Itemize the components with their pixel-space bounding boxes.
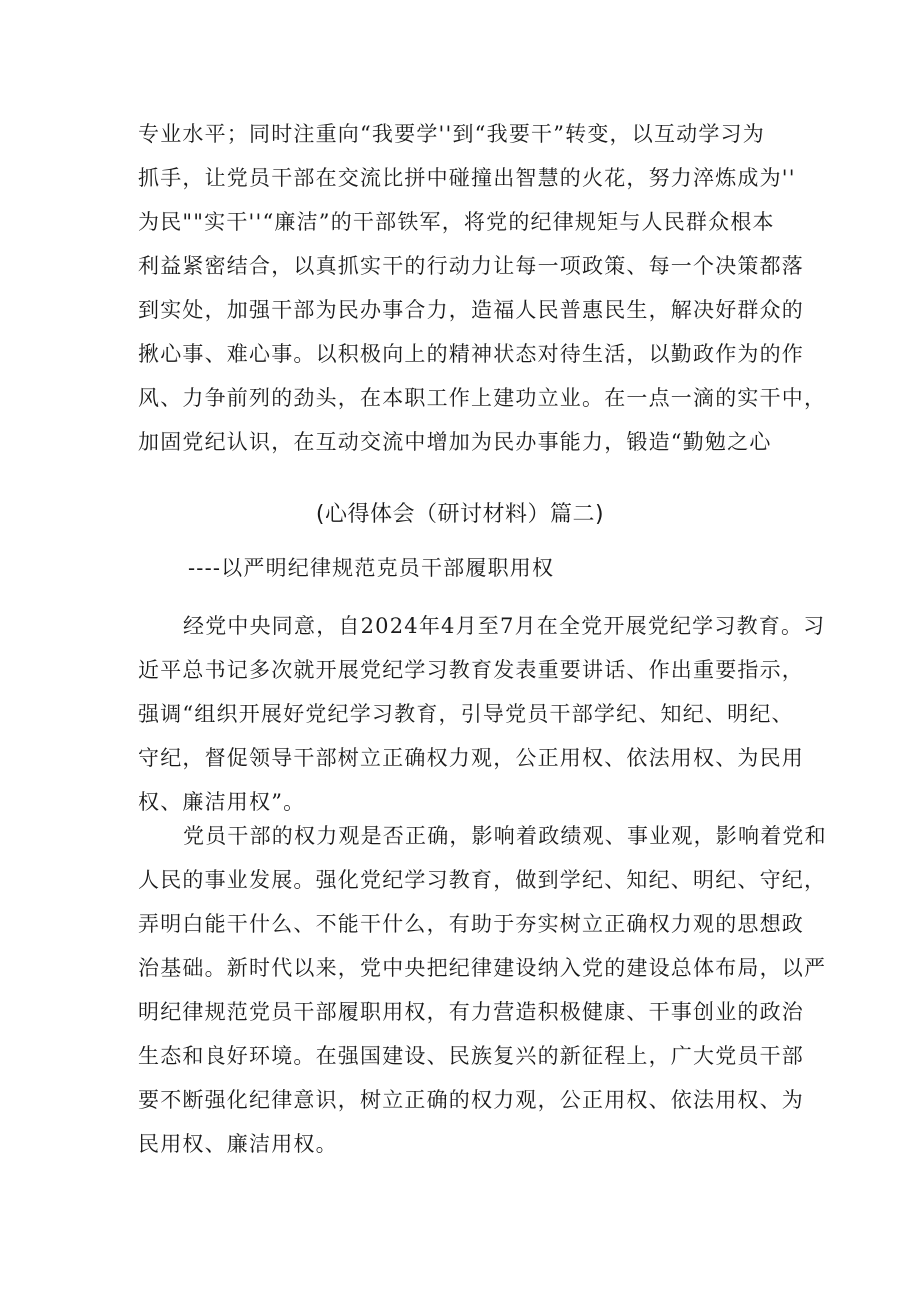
text-line: 加固党纪认识，在互动交流中增加为民办事能力，锻造“勤勉之心 bbox=[138, 430, 772, 454]
text-line: 要不断强化纪律意识，树立正确的权力观，公正用权、依法用权、为 bbox=[138, 1088, 804, 1112]
text-line: 揪心事、难心事。以积极向上的精神状态对待生活，以勤政作为的作 bbox=[138, 342, 804, 366]
text-line: 治基础。新时代以来，党中央把纪律建设纳入党的建设总体布局，以严 bbox=[138, 956, 827, 980]
text-line: 近平总书记多次就开展党纪学习教育发表重要讲话、作出重要指示， bbox=[138, 658, 804, 682]
text-line: 党员干部的权力观是否正确，影响着政绩观、事业观，影响着党和 bbox=[183, 824, 827, 848]
text-line: 明纪律规范党员干部履职用权，有力营造积极健康、干事创业的政治 bbox=[138, 1000, 804, 1024]
text-line: 专业水平；同时注重向“我要学''到“我要干”转变，以互动学习为 bbox=[138, 122, 765, 146]
text-line: 风、力争前列的劲头，在本职工作上建功立业。在一点一滴的实干中， bbox=[138, 386, 827, 410]
text-line: 强调“组织开展好党纪学习教育，引导党员干部学纪、知纪、明纪、 bbox=[138, 702, 794, 726]
text-line: 生态和良好环境。在强国建设、民族复兴的新征程上，广大党员干部 bbox=[138, 1044, 804, 1068]
section-heading: (心得体会（研讨材料）篇二) bbox=[315, 502, 605, 527]
text-line: 权、廉洁用权”。 bbox=[138, 790, 306, 814]
paragraph-2 bbox=[138, 814, 827, 1166]
section-subtitle: ----以严明纪律规范克员干部履职用权 bbox=[188, 556, 555, 580]
text-line: 利益紧密结合，以真抓实干的行动力让每一项政策、每一个决策都落 bbox=[138, 254, 804, 278]
text-line: 到实处，加强干部为民办事合力，造福人民普惠民生，解决好群众的 bbox=[138, 298, 804, 322]
text-line: 弄明白能干什么、不能干什么，有助于夯实树立正确权力观的思想政 bbox=[138, 912, 804, 936]
text-line: 人民的事业发展。强化党纪学习教育，做到学纪、知纪、明纪、守纪， bbox=[138, 868, 827, 892]
text-line: 守纪，督促领导干部树立正确权力观，公正用权、依法用权、为民用 bbox=[138, 746, 804, 770]
paragraph-1 bbox=[138, 604, 826, 824]
text-line: 民用权、廉洁用权。 bbox=[138, 1132, 338, 1156]
text-line: 经党中央同意，自2024年4月至7月在全党开展党纪学习教育。习 bbox=[183, 614, 826, 638]
text-line: 抓手，让党员干部在交流比拼中碰撞出智慧的火花，努力淬炼成为'' bbox=[138, 166, 796, 190]
continued-paragraph bbox=[138, 112, 827, 464]
text-line: 为民""实干''“廉洁”的干部铁军，将党的纪律规矩与人民群众根本 bbox=[138, 210, 775, 234]
